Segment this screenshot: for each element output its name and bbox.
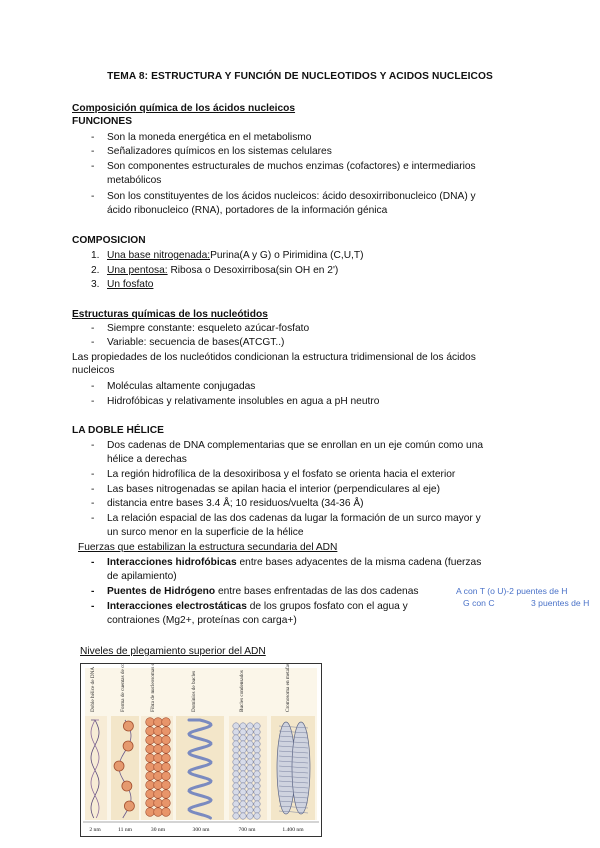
figure-label-fibra: Fibra de nucleosomas empaquetados [150, 664, 156, 712]
condensed-loop [240, 735, 246, 741]
nucleosome-bead [154, 718, 163, 727]
condensed-loop [254, 729, 260, 735]
condensed-loop [240, 789, 246, 795]
condensed-loop [240, 759, 246, 765]
list-item-continuation: ácido ribonucleico (RNA), portadores de la información génica [107, 205, 388, 216]
nucleosome-bead [154, 790, 163, 799]
figure-label-doble-helice: Doble hélice de DNA [90, 666, 96, 712]
nucleosome-bead [146, 790, 155, 799]
dna-folding-figure [80, 663, 322, 837]
condensed-loop [233, 735, 239, 741]
condensed-loop [247, 747, 253, 753]
condensed-loop [254, 753, 260, 759]
figure-label-cromosoma: Cromosoma en metafase [285, 664, 291, 712]
nucleosome-bead [146, 781, 155, 790]
condensed-loop [233, 723, 239, 729]
condensed-loop [254, 783, 260, 789]
nucleosome-bead [162, 781, 171, 790]
figure-label-cuentas: Forma de cuentas de collar de la cromatina [120, 664, 126, 712]
section-heading-composicion-quimica: Composición química de los ácidos nucleicos [72, 103, 296, 114]
scale-label-30nm: 30 nm [150, 827, 166, 833]
condensed-loop [240, 801, 246, 807]
condensed-loop [240, 747, 246, 753]
nucleosome-bead [162, 808, 171, 817]
nucleosome-bead [162, 718, 171, 727]
condensed-loop [247, 735, 253, 741]
condensed-loop [240, 783, 246, 789]
condensed-loop [247, 777, 253, 783]
nucleosome-bead [162, 754, 171, 763]
condensed-loop [247, 783, 253, 789]
scale-label-1400nm: 1.400 nm [282, 827, 304, 833]
condensed-loop [233, 807, 239, 813]
condensed-loop [247, 771, 253, 777]
nucleosome-bead [154, 781, 163, 790]
condensed-loop [233, 753, 239, 759]
dna-folding-illustration [81, 664, 321, 836]
nucleosome-bead [123, 741, 133, 751]
list-item-continuation: un surco menor en la superficie de la hélice [107, 527, 304, 538]
condensed-loop [233, 789, 239, 795]
heading-composicion: COMPOSICION [72, 235, 146, 246]
condensed-loop [240, 777, 246, 783]
nucleosome-bead [154, 772, 163, 781]
condensed-loop [254, 807, 260, 813]
condensed-loop [240, 729, 246, 735]
condensed-loop [240, 771, 246, 777]
list-item-continuation: contraiones (Mg2+, proteínas con carga+) [107, 615, 297, 626]
condensed-loop [240, 765, 246, 771]
nucleosome-bead [162, 772, 171, 781]
nucleosome-bead [154, 763, 163, 772]
condensed-loop [254, 777, 260, 783]
scale-label-300nm: 300 nm [192, 827, 210, 833]
condensed-loop [254, 759, 260, 765]
nucleosome-bead [162, 745, 171, 754]
condensed-loop [254, 795, 260, 801]
document-page: TEMA 8: ESTRUCTURA Y FUNCIÓN DE NUCLEOTIDOS Y ACIDOS NUCLEICOS Composición química de los ácidos nucleicos FUNCIONES - Son la moneda energética en el metabolismo - Señalizadores químicos en los sistemas celulares - Son componentes estructurales de muchos enzimas (cofactores) e intermediarios metabólicos - Son los constituyentes de los ácidos nucleicos: ácido desoxirribonucleico (DNA) y ácido ribonucleico (RNA), portadores de la información génica COMPOSICION 1. Una base nitrogenada:Purina(A y G) o Pirimidina (C,U,T) 2. Una pentosa: Ribosa o Desoxirribosa(sin OH en 2') 3. Un fosfato Estructuras químicas de los nucleótidos - Siempre constante: esqueleto azúcar-fosfato - Variable: secuencia de bases(ATCGT..) Las propiedades de los nucleótidos condicionan la estructura tridimensional de los ácidos nucleicos - Moléculas altamente conjugadas - Hidrofóbicas y relativamente insolubles en agua a pH neutro LA DOBLE HÉLICE - Dos cadenas de DNA complementarias que se enrollan en un eje común como una hélice a derechas - La región hidrofílica de la desoxiribosa y el fosfato se orienta hacia el exterior - Las bases nitrogenadas se apilan hacia el interior (perpendiculares al eje) - distancia entre bases 3.4 Å; 10 residuos/vuelta (34-36 Å) - La relación espacial de las dos cadenas da lugar la formación de un surco mayor y un surco menor en la superficie de la hélice Fuerzas que estabilizan la estructura secundaria del ADN - Interacciones hidrofóbicas entre bases adyacentes de la misma cadena (fuerzas de apilamiento) - Puentes de Hidrógeno entre bases enfrentadas de las dos cadenas - Interacciones electrostáticas de los grupos fosfato con el agua y contraiones (Mg2+, proteínas con carga+) A con T (o U)-2 puentes de H G con C 3 puentes de H Niveles de plegamiento superior del ADN Doble hélice de DNA Forma de cuentas de collar de la cromatina Fibra de nucleosomas empaquetados Dominios de bucles Bucles condensados Cromosoma en metafase 2 nm 11 nm 30 nm 300 nm 700 nm 1.400 nm [0, 0, 600, 848]
scale-label-11nm: 11 nm [118, 827, 132, 833]
condensed-loop [233, 741, 239, 747]
condensed-loop [247, 723, 253, 729]
nucleosome-bead [146, 799, 155, 808]
condensed-loop [233, 759, 239, 765]
nucleosome-bead [146, 763, 155, 772]
nucleosome-bead [154, 808, 163, 817]
list-item-continuation: hélice a derechas [107, 454, 187, 465]
condensed-loop [247, 729, 253, 735]
handwritten-note-gc-puentes: 3 puentes de H [531, 598, 590, 608]
condensed-loop [233, 777, 239, 783]
condensed-loop [247, 813, 253, 819]
condensed-loop [233, 813, 239, 819]
condensed-loop [254, 735, 260, 741]
condensed-loop [240, 753, 246, 759]
condensed-loop [240, 723, 246, 729]
condensed-loop [240, 807, 246, 813]
nucleosome-bead [162, 790, 171, 799]
nucleosome-bead [123, 721, 133, 731]
condensed-loop [247, 765, 253, 771]
paragraph-line: Las propiedades de los nucleótidos condicionan la estructura tridimensional de los ácidos [72, 352, 476, 363]
page-title: TEMA 8: ESTRUCTURA Y FUNCIÓN DE NUCLEOTIDOS Y ACIDOS NUCLEICOS [107, 71, 493, 82]
handwritten-note-gc: G con C [463, 598, 495, 608]
heading-doble-helice: LA DOBLE HÉLICE [72, 425, 164, 436]
section-heading-estructuras: Estructuras químicas de los nucleótidos [72, 309, 268, 320]
nucleosome-bead [146, 772, 155, 781]
heading-funciones: FUNCIONES [72, 116, 132, 127]
section-heading-fuerzas: Fuerzas que estabilizan la estructura secundaria del ADN [78, 542, 338, 553]
condensed-loop [247, 741, 253, 747]
nucleosome-bead [146, 727, 155, 736]
nucleosome-bead [154, 754, 163, 763]
condensed-loop [233, 747, 239, 753]
scale-label-2nm: 2 nm [89, 827, 101, 833]
section-heading-niveles: Niveles de plegamiento superior del ADN [80, 646, 266, 657]
condensed-loop [247, 759, 253, 765]
condensed-loop [254, 801, 260, 807]
condensed-loop [233, 729, 239, 735]
condensed-loop [254, 771, 260, 777]
condensed-loop [233, 783, 239, 789]
scale-label-700nm: 700 nm [238, 827, 256, 833]
nucleosome-bead [154, 727, 163, 736]
paragraph-line: nucleicos [72, 365, 115, 376]
condensed-loop [240, 813, 246, 819]
nucleosome-bead [114, 761, 124, 771]
nucleosome-bead [146, 754, 155, 763]
figure-label-bucles: Bucles condensados [239, 670, 245, 712]
list-item-continuation: metabólicos [107, 175, 162, 186]
condensed-loop [254, 813, 260, 819]
nucleosome-bead [154, 799, 163, 808]
nucleosome-bead [162, 736, 171, 745]
condensed-loop [233, 765, 239, 771]
nucleosome-bead [146, 736, 155, 745]
condensed-loop [254, 723, 260, 729]
condensed-loop [247, 753, 253, 759]
condensed-loop [247, 801, 253, 807]
condensed-loop [247, 789, 253, 795]
condensed-loop [233, 795, 239, 801]
nucleosome-bead [146, 745, 155, 754]
nucleosome-bead [162, 799, 171, 808]
condensed-loop [254, 765, 260, 771]
condensed-loop [240, 741, 246, 747]
condensed-loop [233, 801, 239, 807]
nucleosome-bead [124, 801, 134, 811]
condensed-loop [233, 771, 239, 777]
figure-label-dominios: Dominios de bucles [191, 670, 197, 712]
condensed-loop [254, 789, 260, 795]
list-item-continuation: de apilamiento) [107, 571, 177, 582]
nucleosome-bead [146, 718, 155, 727]
condensed-loop [247, 807, 253, 813]
nucleosome-bead [162, 727, 171, 736]
nucleosome-bead [154, 745, 163, 754]
condensed-loop [240, 795, 246, 801]
nucleosome-bead [146, 808, 155, 817]
condensed-loop [254, 741, 260, 747]
nucleosome-bead [162, 763, 171, 772]
nucleosome-bead [154, 736, 163, 745]
condensed-loop [254, 747, 260, 753]
handwritten-note-at: A con T (o U)-2 puentes de H [456, 586, 568, 596]
condensed-loop [247, 795, 253, 801]
nucleosome-bead [122, 781, 132, 791]
